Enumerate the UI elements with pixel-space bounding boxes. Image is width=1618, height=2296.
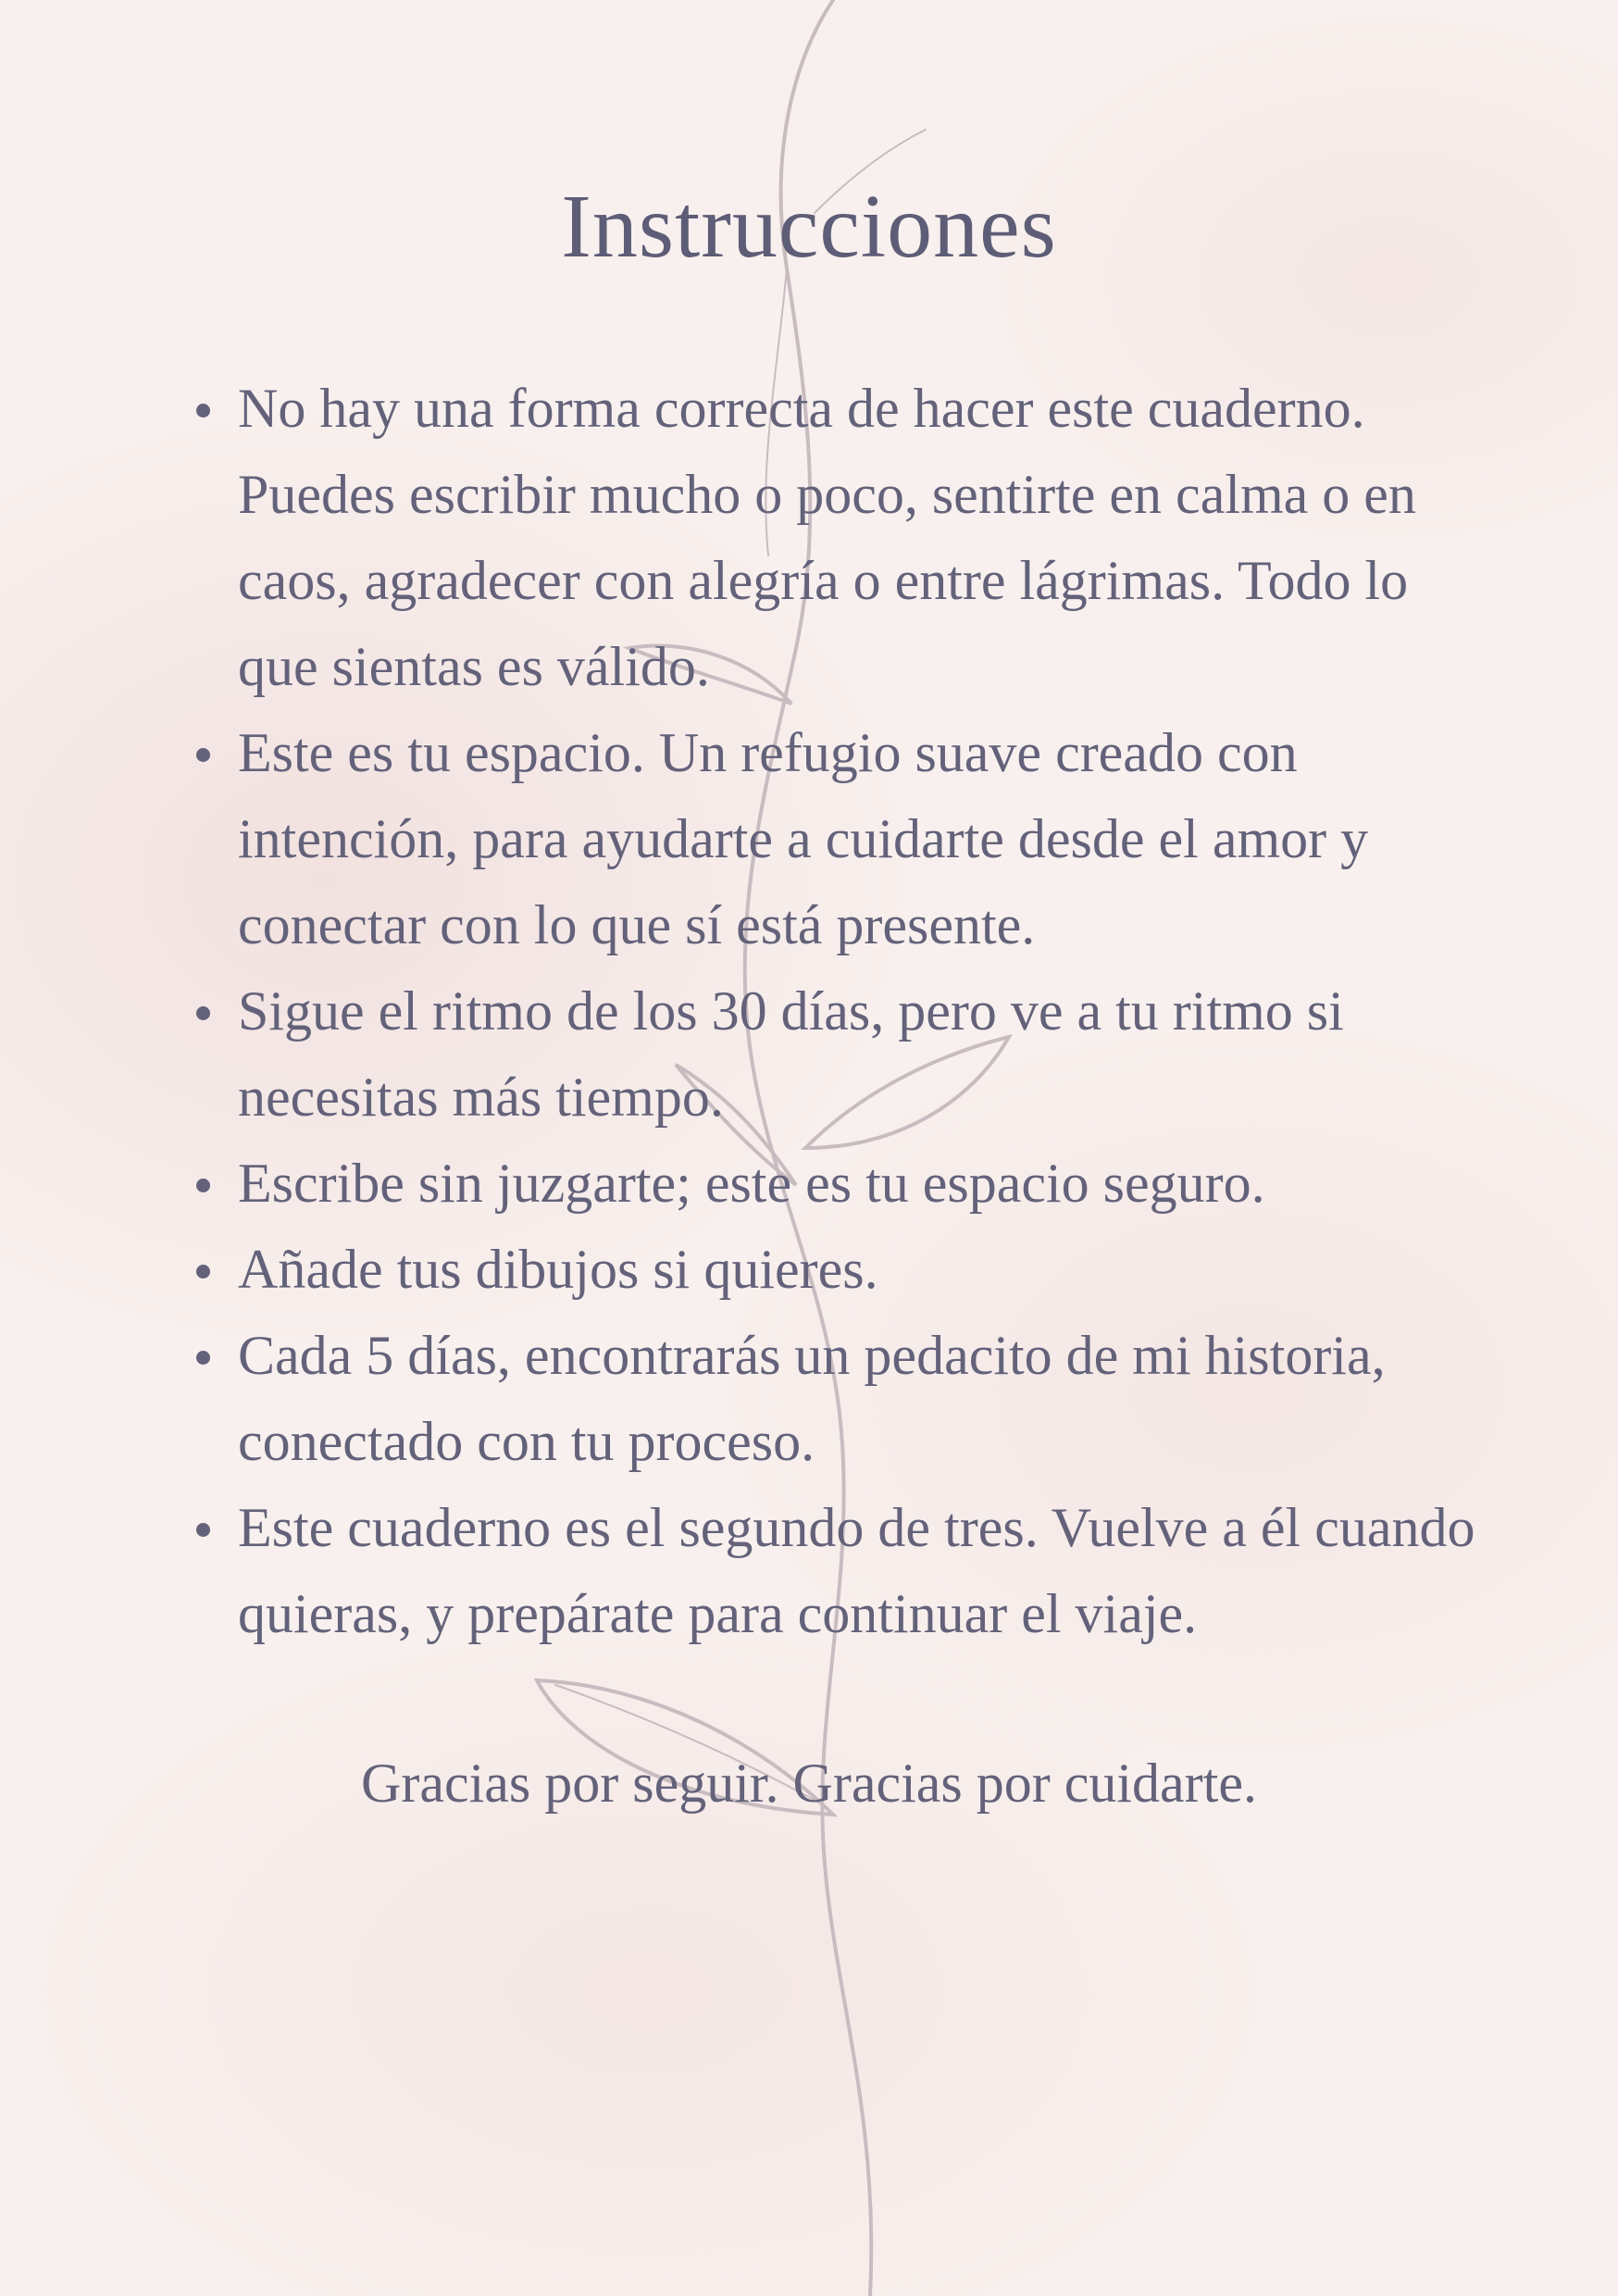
- list-item-text: Este es tu espacio. Un refugio suave creado con intención, para ayudarte a cuidarte desde el amor y conectar con lo que sí está presente.: [238, 722, 1369, 955]
- list-item: [185, 366, 1500, 710]
- list-item-text: Añade tus dibujos si quieres.: [238, 1239, 878, 1300]
- bullet-icon: [196, 1523, 210, 1537]
- list-item: [185, 1313, 1500, 1485]
- list-item-text: Escribe sin juzgarte; este es tu espacio seguro.: [238, 1153, 1265, 1214]
- list-item: [185, 968, 1500, 1141]
- bullet-icon: [196, 748, 210, 762]
- closing-message: Gracias por seguir. Gracias por cuidarte.: [361, 1753, 1257, 1814]
- list-item: [185, 1227, 1500, 1313]
- list-item: [185, 710, 1500, 968]
- instructions-list: [185, 366, 1500, 1657]
- list-item: [185, 1485, 1500, 1657]
- bullet-icon: [196, 1179, 210, 1192]
- bullet-icon: [196, 1006, 210, 1020]
- bullet-icon: [196, 404, 210, 418]
- page-title: Instrucciones: [561, 177, 1057, 277]
- list-item-text: Sigue el ritmo de los 30 días, pero ve a tu ritmo si necesitas más tiempo.: [238, 980, 1344, 1128]
- bullet-icon: [196, 1351, 210, 1365]
- list-item-text: Cada 5 días, encontrarás un pedacito de mi historia, conectado con tu proceso.: [238, 1325, 1386, 1472]
- list-item: [185, 1141, 1500, 1227]
- list-item-text: Este cuaderno es el segundo de tres. Vuelve a él cuando quieras, y prepárate para continuar el viaje.: [238, 1497, 1475, 1644]
- bullet-icon: [196, 1265, 210, 1279]
- list-item-text: No hay una forma correcta de hacer este cuaderno. Puedes escribir mucho o poco, sentirte en calma o en caos, agradecer con alegría o entre lágrimas. Todo lo que sientas es válido.: [238, 378, 1416, 697]
